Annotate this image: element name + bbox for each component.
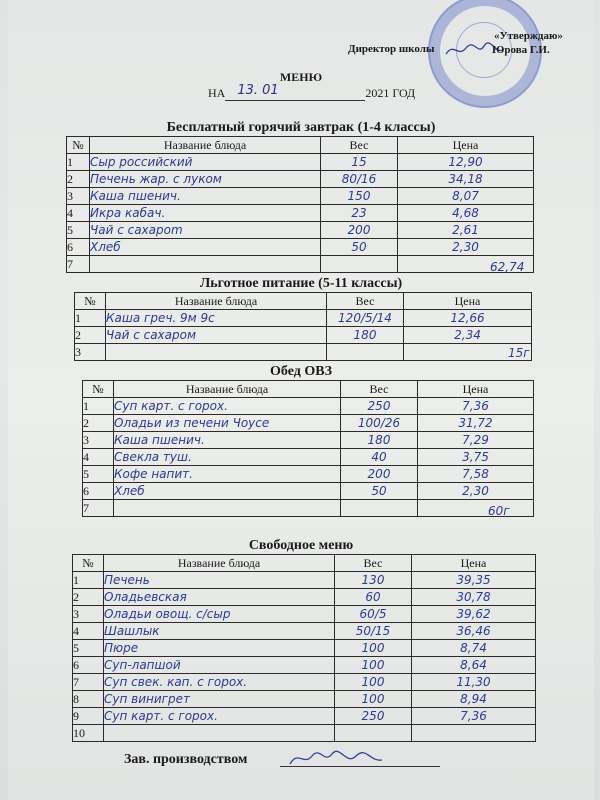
col-weight: Вес: [341, 381, 418, 398]
dish-weight: 250: [341, 398, 418, 415]
footer-label: Зав. производством: [124, 752, 248, 767]
row-num: 2: [83, 415, 114, 432]
date-prefix: НА: [208, 86, 226, 100]
table-row: [67, 205, 534, 222]
dish-price: 8,64: [412, 657, 536, 674]
dish-price: 39,35: [412, 572, 536, 589]
dish-name: Шашлык: [104, 623, 335, 640]
dish-price: [418, 500, 534, 517]
date-line: [208, 83, 416, 101]
row-num: 1: [67, 154, 90, 171]
dish-weight: 150: [321, 188, 398, 205]
dish-name: Чай с caxapom: [90, 222, 321, 239]
table-row: [73, 674, 536, 691]
row-num: 3: [75, 344, 106, 361]
col-weight: Вес: [335, 555, 412, 572]
dish-weight: 50: [321, 239, 398, 256]
table-row: [75, 327, 532, 344]
dish-price: 7,29: [418, 432, 534, 449]
table-row: [83, 415, 534, 432]
dish-price: [412, 725, 536, 742]
row-num: 8: [73, 691, 104, 708]
col-price: Цена: [398, 137, 534, 154]
dish-price: 4,68: [398, 205, 534, 222]
col-weight: Вес: [327, 293, 404, 310]
table-row: [67, 171, 534, 188]
table-row: [73, 623, 536, 640]
dish-weight: 40: [341, 449, 418, 466]
table-row: [73, 657, 536, 674]
table-row: [83, 398, 534, 415]
date-suffix: 2021 ГОД: [365, 86, 416, 100]
table-row: [73, 640, 536, 657]
dish-weight: [335, 725, 412, 742]
free-menu-table: [72, 554, 536, 742]
row-num: 4: [67, 205, 90, 222]
col-price: Цена: [412, 555, 536, 572]
dish-weight: 60/5: [335, 606, 412, 623]
dish-weight: 250: [335, 708, 412, 725]
dish-name: [104, 725, 335, 742]
col-name: Название блюда: [106, 293, 327, 310]
dish-price: 12,66: [404, 310, 532, 327]
dish-name: Печень жар. с луком: [90, 171, 321, 188]
col-num: №: [75, 293, 106, 310]
col-name: Название блюда: [90, 137, 321, 154]
col-price: Цена: [404, 293, 532, 310]
table-row: [67, 256, 534, 273]
table-header-row: [75, 293, 532, 310]
row-num: 9: [73, 708, 104, 725]
dish-name: Икра кабач.: [90, 205, 321, 222]
dish-price: 8,94: [412, 691, 536, 708]
dish-weight: 200: [341, 466, 418, 483]
row-num: 2: [75, 327, 106, 344]
col-num: №: [73, 555, 104, 572]
dish-price: 7,36: [418, 398, 534, 415]
row-num: 7: [73, 674, 104, 691]
row-num: 4: [83, 449, 114, 466]
dish-weight: [327, 344, 404, 361]
dish-weight: 100: [335, 674, 412, 691]
dish-weight: 100: [335, 691, 412, 708]
dish-name: Пюре: [104, 640, 335, 657]
dish-price: 36,46: [412, 623, 536, 640]
dish-name: Суп-лапшой: [104, 657, 335, 674]
dish-price: 7,36: [412, 708, 536, 725]
table-row: [73, 572, 536, 589]
section-title-free: Свободное меню: [248, 538, 354, 553]
col-name: Название блюда: [114, 381, 341, 398]
dish-price: 34,18: [398, 171, 534, 188]
dish-name: Суп карт. с горох.: [104, 708, 335, 725]
table-header-row: [83, 381, 534, 398]
breakfast-total: 62,74: [490, 260, 525, 274]
row-num: 4: [73, 623, 104, 640]
dish-name: Сыр российский: [90, 154, 321, 171]
ovz-total: 60г: [488, 504, 510, 518]
date-blank: [225, 83, 365, 101]
row-num: 3: [83, 432, 114, 449]
dish-weight: 180: [341, 432, 418, 449]
dish-name: Оладьи из печени Чоусе: [114, 415, 341, 432]
col-name: Название блюда: [104, 555, 335, 572]
approve-label: «Утверждаю»: [494, 30, 563, 42]
dish-price: 8,07: [398, 188, 534, 205]
table-row: [83, 466, 534, 483]
date-handwritten: 13. 01: [237, 83, 279, 98]
dish-weight: 100: [335, 640, 412, 657]
table-row: [83, 449, 534, 466]
table-row: [83, 483, 534, 500]
col-weight: Вес: [321, 137, 398, 154]
col-num: №: [83, 381, 114, 398]
col-price: Цена: [418, 381, 534, 398]
row-num: 7: [67, 256, 90, 273]
ovz-table: [82, 380, 534, 517]
dish-weight: 120/5/14: [327, 310, 404, 327]
dish-price: 2,30: [418, 483, 534, 500]
row-num: 10: [73, 725, 104, 742]
dish-weight: 100: [335, 657, 412, 674]
table-row: [73, 708, 536, 725]
dish-weight: 23: [321, 205, 398, 222]
dish-price: 3,75: [418, 449, 534, 466]
section-title-breakfast: Бесплатный горячий завтрак (1-4 классы): [166, 120, 436, 135]
dish-name: Кофе напит.: [114, 466, 341, 483]
row-num: 1: [83, 398, 114, 415]
dish-name: Оладьи овощ. с/сыр: [104, 606, 335, 623]
dish-name: [106, 344, 327, 361]
dish-weight: 50: [341, 483, 418, 500]
row-num: 3: [73, 606, 104, 623]
row-num: 2: [73, 589, 104, 606]
dish-name: Каша пшенич.: [114, 432, 341, 449]
table-row: [75, 310, 532, 327]
dish-weight: 80/16: [321, 171, 398, 188]
dish-weight: 50/15: [335, 623, 412, 640]
dish-weight: 200: [321, 222, 398, 239]
col-num: №: [67, 137, 90, 154]
dish-weight: 60: [335, 589, 412, 606]
discount-total: 15г: [508, 346, 530, 360]
production-head-signature: [286, 746, 386, 770]
row-num: 6: [67, 239, 90, 256]
dish-price: 11,30: [412, 674, 536, 691]
dish-price: 2,30: [398, 239, 534, 256]
row-num: 6: [83, 483, 114, 500]
dish-price: 31,72: [418, 415, 534, 432]
dish-name: Хлеб: [90, 239, 321, 256]
discount-table: [74, 292, 532, 361]
dish-name: Хлеб: [114, 483, 341, 500]
row-num: 7: [83, 500, 114, 517]
dish-price: 2,34: [404, 327, 532, 344]
dish-name: Суп карт. с горох.: [114, 398, 341, 415]
dish-name: Суп свек. кап. с горох.: [104, 674, 335, 691]
breakfast-table: [66, 136, 534, 273]
dish-name: Каша греч. 9м 9с: [106, 310, 327, 327]
menu-sheet: [8, 0, 594, 800]
dish-price: 7,58: [418, 466, 534, 483]
table-row: [83, 500, 534, 517]
table-row: [73, 691, 536, 708]
row-num: 5: [73, 640, 104, 657]
dish-weight: [321, 256, 398, 273]
dish-weight: 180: [327, 327, 404, 344]
dish-weight: 130: [335, 572, 412, 589]
dish-price: 39,62: [412, 606, 536, 623]
table-row: [73, 589, 536, 606]
dish-name: [90, 256, 321, 273]
table-row: [67, 222, 534, 239]
table-row: [67, 188, 534, 205]
dish-name: Каша пшенич.: [90, 188, 321, 205]
row-num: 1: [75, 310, 106, 327]
dish-weight: [341, 500, 418, 517]
dish-price: 30,78: [412, 589, 536, 606]
director-name: Юрова Г.И.: [492, 44, 550, 56]
table-row: [73, 725, 536, 742]
row-num: 3: [67, 188, 90, 205]
menu-title: МЕНЮ: [279, 70, 323, 84]
dish-price: 12,90: [398, 154, 534, 171]
dish-name: Свекла туш.: [114, 449, 341, 466]
dish-weight: 100/26: [341, 415, 418, 432]
dish-weight: 15: [321, 154, 398, 171]
dish-price: 2,61: [398, 222, 534, 239]
section-title-discount: Льготное питание (5-11 классы): [199, 276, 403, 291]
table-row: [67, 239, 534, 256]
row-num: 5: [67, 222, 90, 239]
section-title-ovz: Обед ОВЗ: [270, 364, 332, 379]
table-header-row: [67, 137, 534, 154]
row-num: 5: [83, 466, 114, 483]
table-header-row: [73, 555, 536, 572]
dish-name: Печень: [104, 572, 335, 589]
dish-name: [114, 500, 341, 517]
table-row: [67, 154, 534, 171]
table-row: [75, 344, 532, 361]
table-row: [73, 606, 536, 623]
director-label: Директор школы: [348, 43, 435, 55]
row-num: 1: [73, 572, 104, 589]
row-num: 2: [67, 171, 90, 188]
dish-price: 8,74: [412, 640, 536, 657]
dish-name: Оладьевская: [104, 589, 335, 606]
table-row: [83, 432, 534, 449]
row-num: 6: [73, 657, 104, 674]
dish-name: Суп винигрет: [104, 691, 335, 708]
dish-name: Чай с сахаром: [106, 327, 327, 344]
